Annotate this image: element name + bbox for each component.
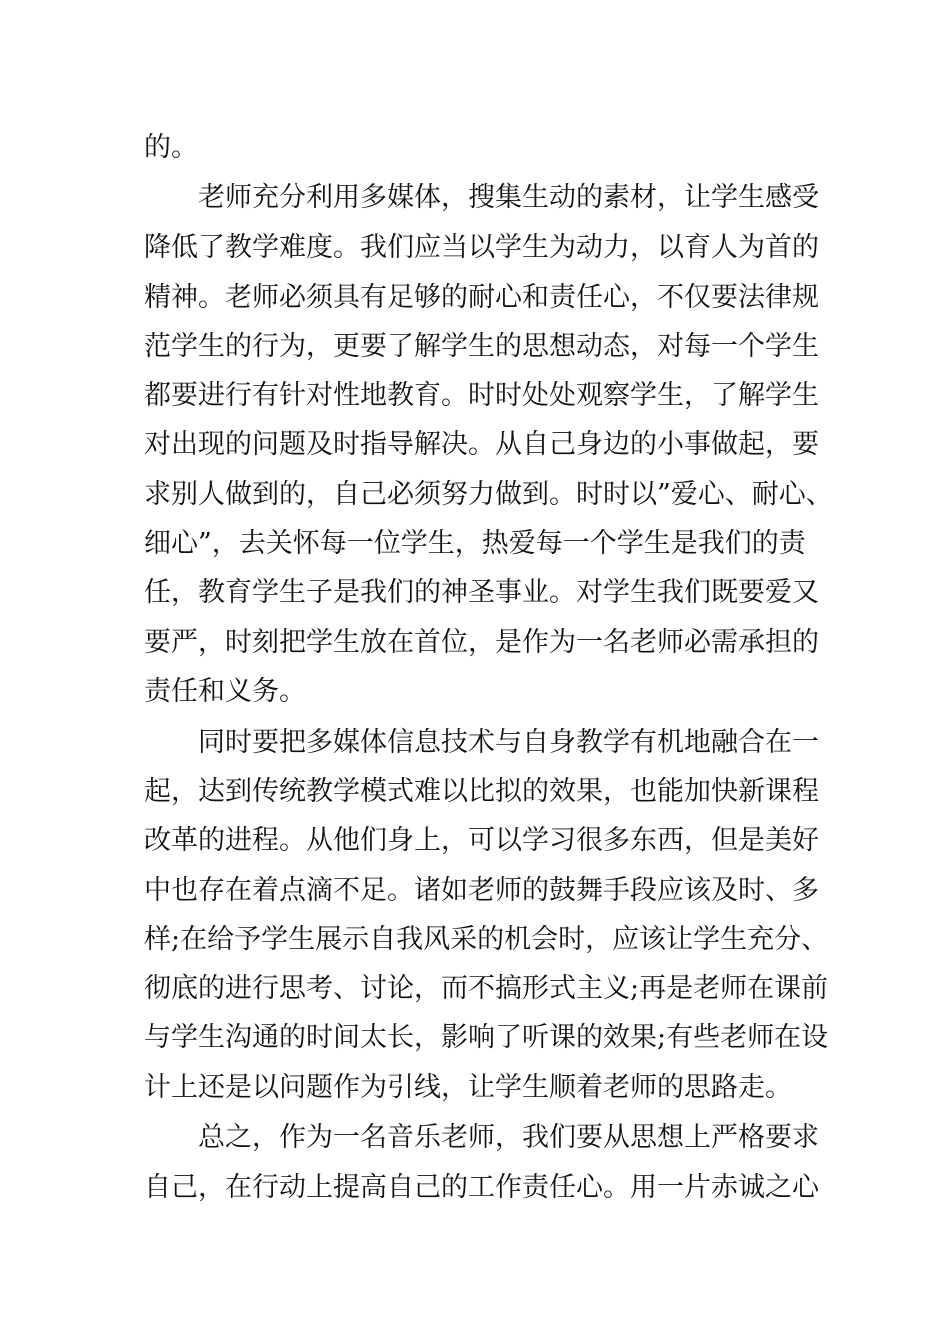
text-line: 中也存在着点滴不足。诸如老师的鼓舞手段应该及时、多 [144,875,819,906]
text-line: 的。 [144,132,198,163]
text-line: 对出现的问题及时指导解决。从自己身边的小事做起，要 [144,429,819,460]
text-line: 与学生沟通的时间太长，影响了听课的效果;有些老师在设 [144,1022,829,1053]
text-line: 降低了教学难度。我们应当以学生为动力，以育人为首的 [144,232,819,263]
text-line: 求别人做到的，自己必须努力做到。时时以”爱心、耐心、 [144,479,833,510]
text-line: 起，达到传统教学模式难以比拟的效果，也能加快新课程 [144,776,819,807]
text-line: 改革的进程。从他们身上，可以学习很多东西，但是美好 [144,825,819,856]
text-line: 样;在给予学生展示自我风采的机会时，应该让学生充分、 [144,924,829,955]
text-line: 彻底的进行思考、讨论，而不搞形式主义;再是老师在课前 [144,973,829,1004]
text-line: 自己，在行动上提高自己的工作责任心。用一片赤诚之心 [144,1172,819,1203]
text-line: 范学生的行为，更要了解学生的思想动态，对每一个学生 [144,331,819,362]
text-line: 计上还是以问题作为引线，让学生顺着老师的思路走。 [144,1072,792,1103]
text-line: 老师充分利用多媒体，搜集生动的素材，让学生感受 [198,182,819,213]
text-line: 细心”，去关怀每一位学生，热爱每一个学生是我们的责 [144,528,806,559]
text-line: 任，教育学生子是我们的神圣事业。对学生我们既要爱又 [144,577,819,608]
text-line: 责任和义务。 [144,676,306,707]
text-line: 同时要把多媒体信息技术与自身教学有机地融合在一 [198,727,819,758]
text-line: 要严，时刻把学生放在首位，是作为一名老师必需承担的 [144,627,819,658]
text-line: 都要进行有针对性地教育。时时处处观察学生，了解学生 [144,380,819,411]
text-line: 总之，作为一名音乐老师，我们要从思想上严格要求 [198,1122,819,1153]
text-line: 精神。老师必须具有足够的耐心和责任心，不仅要法律规 [144,282,819,313]
